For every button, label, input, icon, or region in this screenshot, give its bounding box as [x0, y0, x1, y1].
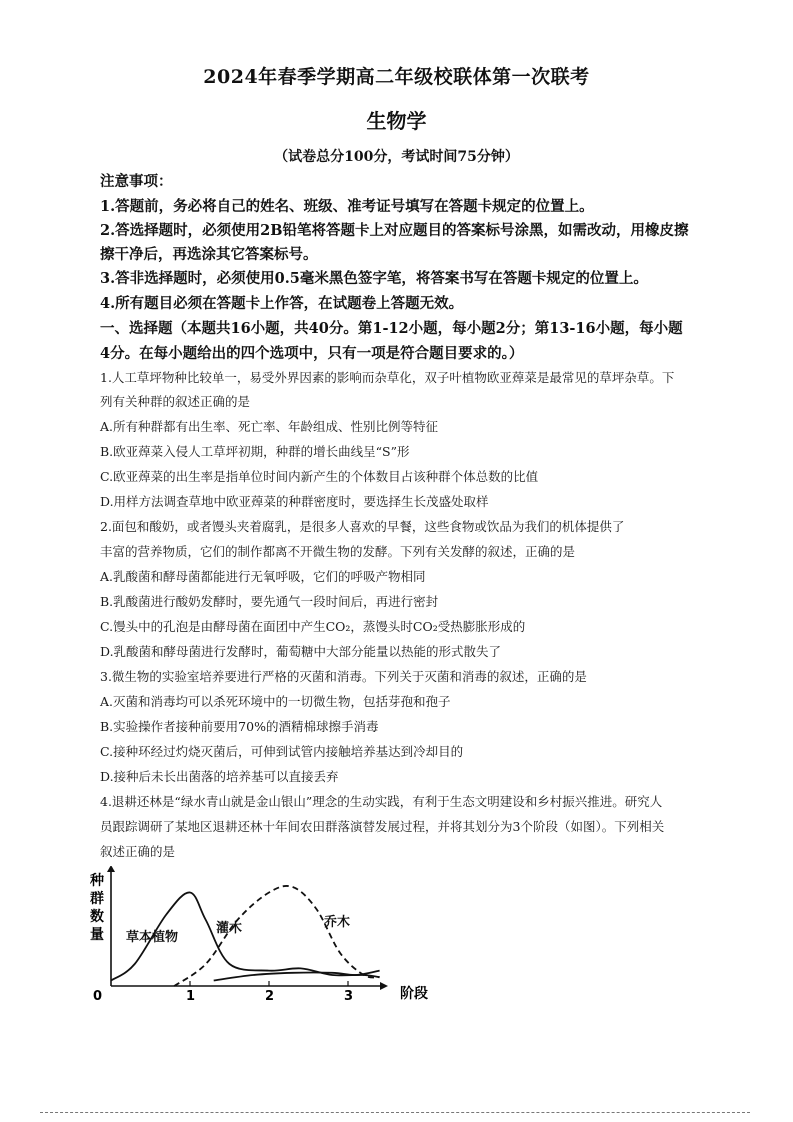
option-b: B.乳酸菌进行酸奶发酵时，要先通气一段时间后，再进行密封	[100, 594, 439, 609]
option-a: A.所有种群都有出生率、死亡率、年龄组成、性别比例等特征	[100, 419, 439, 434]
series-tree	[214, 971, 380, 981]
option-d: D.用样方法调查草地中欧亚蔊菜的种群密度时，要选择生长茂盛处取样	[100, 494, 489, 509]
page-footer-divider	[40, 1112, 750, 1113]
option-a: A.乳酸菌和酵母菌都能进行无氧呼吸，它们的呼吸产物相同	[100, 569, 426, 584]
annotation-tree: 乔木	[324, 915, 351, 930]
x-axis-arrow	[380, 982, 388, 990]
question-stem: 叙述正确的是	[100, 844, 176, 859]
y-label-char: 种	[90, 873, 104, 889]
option-b: B.实验操作者接种前要用70%的酒精棉球擦手消毒	[100, 719, 379, 734]
x-tick-label: 2	[265, 989, 275, 1004]
x-axis-label: 阶段	[400, 986, 428, 1002]
notice-item: 2.答选择题时，必须使用2B铅笔将答题卡上对应题目的答案标号涂黑，如需改动，用橡皮擦	[100, 222, 689, 239]
question-stem: 员跟踪调研了某地区退耕还林十年间农田群落演替发展过程，并将其划分为3个阶段（如图）。下列相关	[100, 819, 665, 834]
succession-chart	[80, 866, 430, 1016]
question-stem: 列有关种群的叙述正确的是	[100, 394, 251, 409]
option-c: C.馒头中的孔泡是由酵母菌在面团中产生CO₂，蒸馒头时CO₂受热膨胀形成的	[100, 619, 526, 634]
question-stem: 3.微生物的实验室培养要进行严格的灭菌和消毒。下列关于灭菌和消毒的叙述，正确的是	[100, 669, 587, 684]
section-heading: 一、选择题（本题共16小题，共40分。第1-12小题，每小题2分；第13-16小题，每小题	[100, 320, 683, 337]
x-tick-label: 0	[93, 989, 103, 1004]
option-c: C.接种环经过灼烧灭菌后，可伸到试管内接触培养基达到冷却目的	[100, 744, 464, 759]
question-stem: 4.退耕还林是“绿水青山就是金山银山”理念的生动实践，有利于生态文明建设和乡村振兴推进。研究人	[100, 794, 663, 809]
option-d: D.乳酸菌和酵母菌进行发酵时，葡萄糖中大部分能量以热能的形式散失了	[100, 644, 502, 659]
notice-heading: 注意事项：	[100, 173, 173, 190]
y-label-char: 数	[90, 909, 104, 925]
option-b: B.欧亚蔊菜入侵人工草坪初期，种群的增长曲线呈“S”形	[100, 444, 410, 459]
y-label-char: 量	[90, 927, 104, 943]
notice-item: 3.答非选择题时，必须使用0.5毫米黑色签字笔，将答案书写在答题卡规定的位置上。	[100, 270, 648, 287]
annotation-herb: 草本植物	[126, 930, 179, 945]
question-stem: 2.面包和酸奶，或者馒头夹着腐乳，是很多人喜欢的早餐，这些食物或饮品为我们的机体提供了	[100, 519, 625, 534]
x-tick-label: 3	[344, 989, 354, 1004]
notice-item: 擦干净后，再选涂其它答案标号。	[100, 246, 318, 263]
section-heading-cont: 4分。在每小题给出的四个选项中，只有一项是符合题目要求的。）	[100, 345, 524, 362]
exam-title: 2024年春季学期高二年级校联体第一次联考	[203, 66, 590, 88]
notice-item: 1.答题前，务必将自己的姓名、班级、准考证号填写在答题卡规定的位置上。	[100, 198, 594, 215]
y-axis-arrow	[107, 866, 115, 872]
question-stem: 丰富的营养物质，它们的制作都离不开微生物的发酵。下列有关发酵的叙述，正确的是	[100, 544, 576, 559]
subject-title: 生物学	[366, 109, 427, 133]
option-c: C.欧亚蔊菜的出生率是指单位时间内新产生的个体数目占该种群个体总数的比值	[100, 469, 539, 484]
option-a: A.灭菌和消毒均可以杀死环境中的一切微生物，包括芽孢和孢子	[100, 694, 451, 709]
y-label-char: 群	[90, 891, 104, 907]
option-d: D.接种后未长出菌落的培养基可以直接丢弃	[100, 769, 339, 784]
annotation-shrub: 灌木	[216, 921, 243, 936]
exam-info: （试卷总分100分，考试时间75分钟）	[274, 149, 519, 165]
notice-item: 4.所有题目必须在答题卡上作答，在试题卷上答题无效。	[100, 295, 464, 312]
x-tick-label: 1	[186, 989, 196, 1004]
y-axis-label	[89, 872, 104, 943]
question-stem: 1.人工草坪物种比较单一，易受外界因素的影响而杂草化，双子叶植物欧亚蔊菜是最常见的草坪杂草。下	[100, 370, 675, 385]
